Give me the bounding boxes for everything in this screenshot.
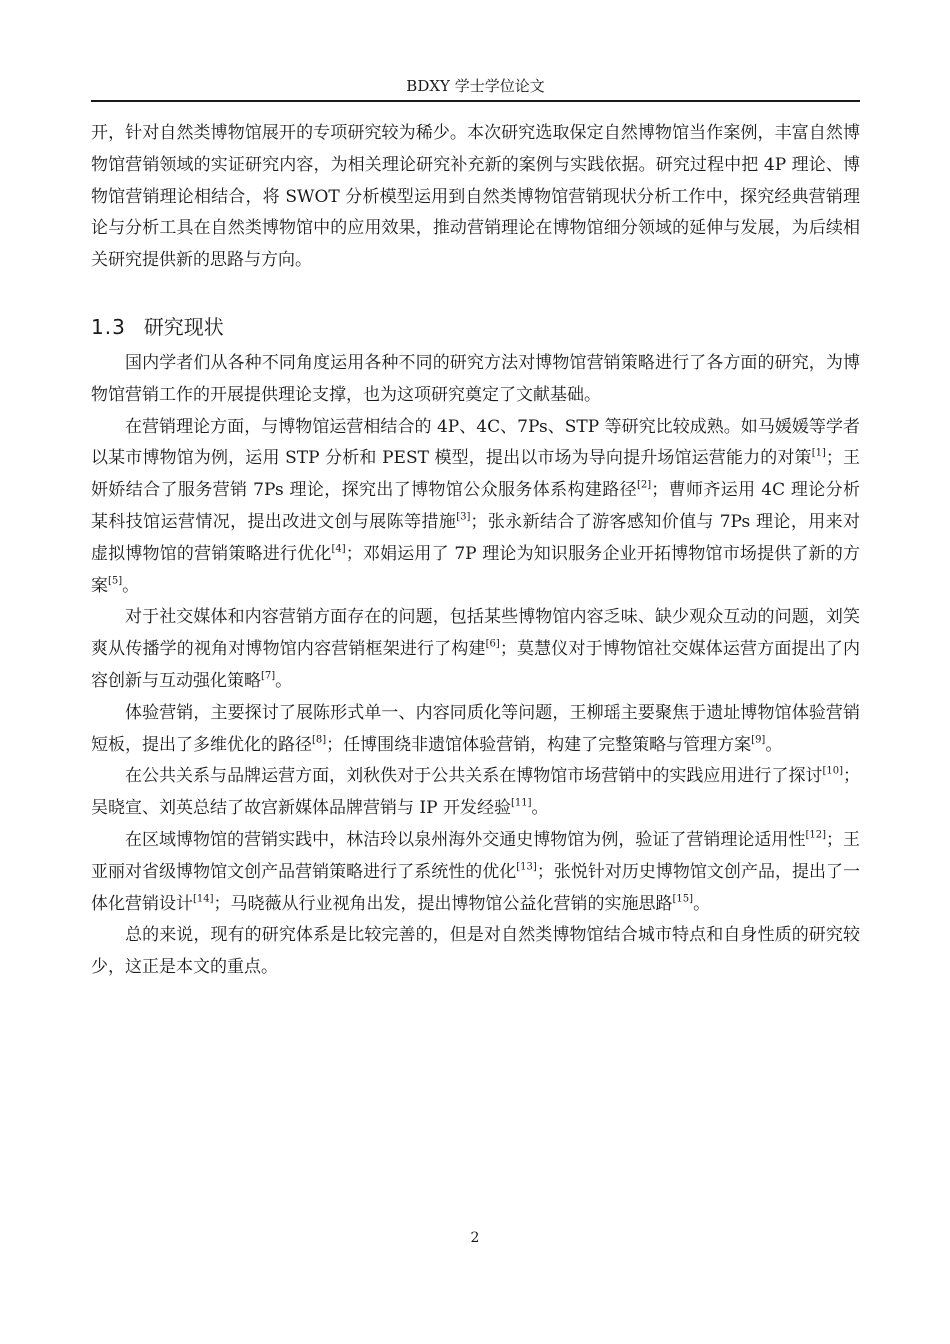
citation-ref[interactable]: [9]: [751, 734, 766, 746]
paragraph-text: ；王妍娇结合了服务营销 7Ps 理论，探究出了博物馆公众服务体系构建路径: [91, 448, 861, 501]
paragraph-text: ；王亚丽对省级博物馆文创产品营销策略进行了系统性的优化: [91, 829, 861, 882]
body-paragraph: [91, 412, 860, 603]
paragraph-text: 在公共关系与品牌运营方面，刘秋佚对于公共关系在博物馆市场营销中的实践应用进行了探讨: [125, 766, 823, 787]
paragraph-text: 在区域博物馆的营销实践中，林洁玲以泉州海外交通史博物馆为例，验证了营销理论适用性: [125, 829, 806, 850]
citation-ref[interactable]: [5]: [108, 575, 123, 587]
page-number: 2: [470, 1230, 480, 1246]
citation-ref[interactable]: [15]: [672, 893, 694, 905]
citation-ref[interactable]: [13]: [516, 861, 537, 873]
paragraph-text: 国内学者们从各种不同角度运用各种不同的研究方法对博物馆营销策略进行了各方面的研究，为博物馆营销工作的开展提供理论支撑，也为这项研究奠定了文献基础。: [91, 352, 860, 405]
paragraph-text: 。: [765, 734, 783, 755]
citation-ref[interactable]: [14]: [193, 893, 214, 905]
paragraph-text: 。: [275, 670, 293, 691]
paragraph-text: 总的来说，现有的研究体系是比较完善的，但是对自然类博物馆结合城市特点和自身性质的研究较少，这正是本文的重点。: [91, 925, 860, 978]
section-paragraphs: [91, 348, 860, 984]
header-rule: [91, 100, 860, 102]
page-body: [91, 118, 860, 984]
citation-ref[interactable]: [12]: [805, 829, 826, 841]
body-paragraph: [91, 698, 860, 762]
citation-ref[interactable]: [4]: [331, 543, 346, 555]
body-paragraph: [91, 602, 860, 697]
body-paragraph: [91, 920, 860, 984]
citation-ref[interactable]: [10]: [822, 765, 843, 777]
body-paragraph: [91, 825, 860, 920]
section-number: 1.3: [91, 314, 126, 339]
citation-ref[interactable]: [8]: [312, 734, 327, 746]
citation-ref[interactable]: [6]: [485, 638, 500, 650]
citation-ref[interactable]: [2]: [637, 479, 652, 491]
paragraph-text: 体验营销，主要探讨了展陈形式单一、内容同质化等问题，王柳瑶主要聚焦于遗址博物馆体验营销短板，提出了多维优化的路径: [91, 702, 860, 755]
body-paragraph: [91, 761, 860, 825]
paragraph-text: 对于社交媒体和内容营销方面存在的问题，包括某些博物馆内容乏味、缺少观众互动的问题，刘笑爽从传播学的视角对博物馆内容营销框架进行了构建: [91, 607, 860, 660]
paragraph-text: ；张悦针对历史博物馆文创产品，提出了一体化营销设计: [91, 861, 861, 914]
paragraph-text: 。: [531, 798, 549, 819]
paragraph-text: ；曹师齐运用 4C 理论分析某科技馆运营情况，提出改进文创与展陈等措施: [91, 480, 860, 532]
running-header: BDXY 学士学位论文: [406, 77, 545, 95]
paragraph-text: 。: [122, 575, 140, 596]
paragraph-text: ；任博围绕非遗馆体验营销，构建了完整策略与管理方案: [326, 734, 752, 755]
citation-ref[interactable]: [7]: [261, 670, 276, 682]
paragraph-text: ；张永新结合了游客感知价值与 7Ps 理论，用来对虚拟博物馆的营销策略进行优化: [91, 511, 860, 564]
paragraph-text: ；莫慧仪对于博物馆社交媒体运营方面提出了内容创新与互动强化策略: [91, 639, 861, 691]
citation-ref[interactable]: [11]: [510, 797, 532, 809]
paragraph-text: ；马晓薇从行业视角出发，提出博物馆公益化营销的实施思路: [213, 893, 673, 914]
paragraph-text: ；邓娟运用了 7P 理论为知识服务企业开拓博物馆市场提供了新的方案: [91, 543, 861, 596]
citation-ref[interactable]: [1]: [811, 447, 826, 459]
body-paragraph: [91, 348, 860, 412]
citation-ref[interactable]: [3]: [456, 511, 471, 523]
section-title: 研究现状: [143, 314, 224, 339]
paragraph-text: ；吴晓宣、刘英总结了故宫新媒体品牌营销与 IP 开发经验: [91, 766, 860, 819]
paragraph-text: 。: [693, 893, 711, 914]
continuation-paragraph: 开，针对自然类博物馆展开的专项研究较为稀少。本次研究选取保定自然博物馆当作案例，丰富自然博物馆营销领域的实证研究内容，为相关理论研究补充新的案例与实践依据。研究过程中把 4P 理论、博物馆营销理论相结合，将 SWOT 分析模型运用到自然类博物馆营销现状分析工作中，探究经典营销理论与分析工具在自然类博物馆中的应用效果，推动营销理论在博物馆细分领域的延伸与发展，为后续相关研究提供新的思路与方向。: [91, 123, 860, 271]
paragraph-text: 在营销理论方面，与博物馆运营相结合的 4P、4C、7Ps、STP 等研究比较成熟。如马媛媛等学者以某市博物馆为例，运用 STP 分析和 PEST 模型，提出以市场为导向提升场馆运营能力的对策: [91, 416, 860, 469]
section-heading: [91, 312, 860, 342]
